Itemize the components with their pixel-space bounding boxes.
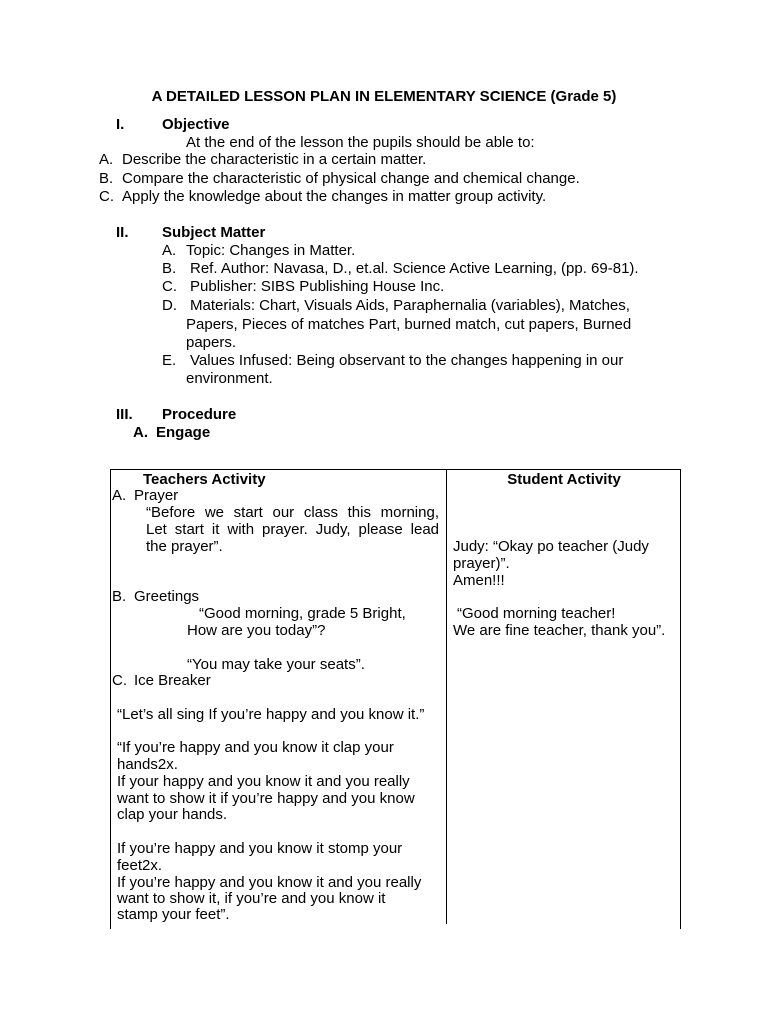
greetings-line-2: How are you today”? bbox=[187, 622, 326, 639]
greetings-label: Greetings bbox=[134, 588, 200, 605]
subject-item-d-line2: Papers, Pieces of matches Part, burned match, cut papers, Burned bbox=[186, 316, 632, 333]
subject-item-b: Ref. Author: Navasa, D., et.al. Science Active Learning, (pp. 69-81). bbox=[190, 260, 639, 277]
verse2-line-2: feet2x. bbox=[117, 857, 163, 874]
greetings-student-line-2: We are fine teacher, thank you”. bbox=[453, 622, 666, 639]
page-title: A DETAILED LESSON PLAN IN ELEMENTARY SCIENCE (Grade 5) bbox=[151, 88, 617, 105]
greetings-student-line-1: “Good morning teacher! bbox=[457, 605, 616, 622]
prayer-line-2: Let start it with prayer. Judy, please lead bbox=[146, 521, 439, 538]
procedure-heading: Procedure bbox=[162, 406, 237, 423]
subject-item-c: Publisher: SIBS Publishing House Inc. bbox=[190, 278, 445, 295]
verse1-line-5: clap your hands. bbox=[117, 806, 228, 823]
verse1-line-1: “If you’re happy and you know it clap your bbox=[117, 739, 394, 756]
prayer-student-line-3: Amen!!! bbox=[453, 572, 505, 589]
prayer-line-3: the prayer”. bbox=[146, 538, 223, 555]
objective-item-c: Apply the knowledge about the changes in matter group activity. bbox=[122, 188, 547, 205]
prayer-line-1: “Before we start our class this morning, bbox=[146, 504, 439, 521]
greetings-line-1: “Good morning, grade 5 Bright, bbox=[199, 605, 406, 622]
subject-marker-a: A. bbox=[162, 242, 177, 259]
procedure-numeral: III. bbox=[116, 406, 133, 423]
student-activity-header: Student Activity bbox=[507, 471, 621, 488]
subject-item-d-line3: papers. bbox=[186, 334, 237, 351]
subject-item-a: Topic: Changes in Matter. bbox=[186, 242, 356, 259]
subject-marker-b: B. bbox=[162, 260, 177, 277]
subject-item-d-line1: Materials: Chart, Visuals Aids, Paraphernalia (variables), Matches, bbox=[190, 297, 630, 314]
ice-breaker-marker: C. bbox=[112, 672, 127, 689]
prayer-label: Prayer bbox=[134, 487, 179, 504]
subject-item-e-line2: environment. bbox=[186, 370, 273, 387]
objective-numeral: I. bbox=[116, 116, 125, 133]
subject-heading: Subject Matter bbox=[162, 224, 266, 241]
prayer-student-line-1: Judy: “Okay po teacher (Judy bbox=[453, 538, 649, 555]
objective-heading: Objective bbox=[162, 116, 230, 133]
subject-numeral: II. bbox=[116, 224, 129, 241]
teacher-activity-header: Teachers Activity bbox=[143, 471, 266, 488]
subject-marker-d: D. bbox=[162, 297, 177, 314]
verse2-line-3: If you’re happy and you know it and you really bbox=[117, 874, 422, 891]
verse1-line-2: hands2x. bbox=[117, 756, 178, 773]
objective-item-a: Describe the characteristic in a certain matter. bbox=[122, 151, 427, 168]
verse2-line-4: want to show it, if you’re and you know it bbox=[117, 890, 386, 907]
engage-marker: A. bbox=[133, 424, 148, 441]
engage-heading: Engage bbox=[156, 424, 211, 441]
verse2-line-5: stamp your feet”. bbox=[117, 906, 230, 923]
ice-breaker-label: Ice Breaker bbox=[134, 672, 211, 689]
subject-item-e-line1: Values Infused: Being observant to the changes happening in our bbox=[190, 352, 624, 369]
verse1-line-4: want to show it if you’re happy and you know bbox=[117, 790, 415, 807]
table-column-divider bbox=[446, 469, 447, 924]
objective-intro: At the end of the lesson the pupils should be able to: bbox=[186, 134, 535, 151]
greetings-line-3: “You may take your seats”. bbox=[187, 656, 365, 673]
subject-marker-e: E. bbox=[162, 352, 177, 369]
ice-breaker-intro: “Let’s all sing If you’re happy and you know it.” bbox=[117, 706, 425, 723]
prayer-marker: A. bbox=[112, 487, 127, 504]
prayer-student-line-2: prayer)”. bbox=[453, 555, 510, 572]
verse1-line-3: If your happy and you know it and you really bbox=[117, 773, 410, 790]
subject-marker-c: C. bbox=[162, 278, 177, 295]
greetings-marker: B. bbox=[112, 588, 127, 605]
verse2-line-1: If you’re happy and you know it stomp your bbox=[117, 840, 403, 857]
objective-item-b: Compare the characteristic of physical change and chemical change. bbox=[122, 170, 580, 187]
objective-marker-b: B. bbox=[99, 170, 114, 187]
objective-marker-a: A. bbox=[99, 151, 114, 168]
objective-marker-c: C. bbox=[99, 188, 114, 205]
